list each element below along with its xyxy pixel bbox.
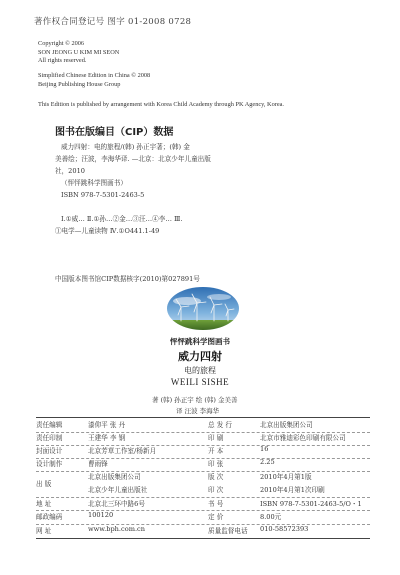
- row-value: 16: [260, 445, 269, 453]
- cip-line: Ⅰ.①威… Ⅱ.①孙…②金…③汪…④李… Ⅲ.: [61, 215, 183, 223]
- row-value: 8.00元: [260, 513, 282, 521]
- table-row: [36, 419, 370, 432]
- row-value: 北京芳草工作室/杨新月: [88, 447, 157, 455]
- edition-line: Simplified Chinese Edition in China © 2008: [38, 72, 151, 79]
- row-label: 责任印制: [36, 434, 63, 442]
- row-value: 北京出版集团公司: [88, 473, 141, 481]
- copyright-line: All rights reserved.: [38, 57, 87, 65]
- table-row: [36, 432, 370, 445]
- row-value: 漆仰平 张 丹: [88, 421, 126, 429]
- table-row: [36, 480, 370, 497]
- row-value: 2.25: [260, 458, 275, 466]
- cip-line: ①电学—儿童读物 Ⅳ.①O441.1-49: [55, 227, 160, 235]
- row-value: 北京北三环中路6号: [88, 500, 145, 508]
- table-divider: [36, 510, 370, 511]
- book-title-pinyin: WEILI SISHE: [170, 377, 230, 387]
- cip-block: [55, 141, 211, 237]
- row-label: 封面设计: [36, 447, 63, 455]
- table-top-rule: [36, 417, 370, 418]
- table-row: [36, 458, 370, 471]
- table-row: [36, 471, 370, 484]
- row-label: 设计制作: [36, 460, 63, 468]
- cip-catalog-number: 中国版本图书馆CIP数据核字(2010)第027891号: [55, 275, 200, 283]
- book-title: 威力四射: [178, 350, 222, 363]
- cip-title: 图书在版编目（CIP）数据: [55, 127, 174, 138]
- edition-block: [38, 72, 150, 89]
- row-label: 出 版: [36, 480, 52, 488]
- book-subtitle: 电的旅程: [184, 366, 216, 375]
- row-label: 印 张: [208, 460, 224, 468]
- row-value: 2010年4月第1版: [260, 473, 312, 481]
- series-name: 怦怦跳科学图画书: [170, 337, 230, 346]
- row-value: 010-58572393: [260, 525, 309, 533]
- table-divider: [36, 524, 370, 525]
- row-value: www.bph.com.cn: [88, 525, 145, 533]
- cip-line: 威力四射：电的旅程/(韩) 孙正宇著；(韩) 金: [61, 143, 190, 151]
- row-value: 北京市雅迪彩色印刷有限公司: [260, 434, 346, 442]
- copyright-line: SON JEONG U KIM MI SEON: [38, 48, 120, 56]
- wind-turbine-illustration: [167, 287, 239, 330]
- table-row: [36, 445, 370, 458]
- wind-turbine-photo: [167, 287, 239, 330]
- copyright-block: [38, 40, 119, 66]
- edition-line: Beijing Publishing House Group: [38, 80, 121, 88]
- row-label: 定 价: [208, 513, 224, 521]
- table-divider: [36, 432, 370, 433]
- translators: 译 汪波 李海华: [176, 407, 220, 415]
- arrangement-note: This Edition is published by arrangement with Korea Child Academy through PK Agency, Korea.: [38, 101, 284, 108]
- table-divider: [36, 471, 370, 472]
- row-value: 北京出版集团公司: [260, 421, 313, 429]
- row-label: 责任编辑: [36, 421, 63, 429]
- row-label: 开 本: [208, 447, 224, 455]
- table-divider: [36, 497, 370, 498]
- copyright-line: Copyright © 2006: [38, 40, 85, 47]
- row-value: 曹雨锋: [88, 460, 108, 468]
- cip-line: ISBN 978-7-5301-2463-5: [61, 191, 145, 199]
- row-value: 北京少年儿童出版社: [88, 486, 148, 494]
- row-value: ISBN 978-7-5301-2463-5/O・1: [260, 500, 362, 508]
- table-row: [36, 525, 370, 538]
- cip-line: 社，2010: [55, 167, 85, 175]
- copyright-register-number: 著作权合同登记号 图字 01-2008 0728: [34, 17, 192, 27]
- row-label: 印 次: [208, 486, 224, 494]
- cip-line: 美善绘；汪波，李海华译. —北京：北京少年儿童出版: [55, 155, 211, 163]
- author-illustrator: 著 (韩) 孙正宇 绘 (韩) 金美善: [152, 396, 238, 404]
- table-divider: [36, 458, 370, 459]
- row-label: 版 次: [208, 473, 224, 481]
- row-label: 总 发 行: [208, 421, 232, 429]
- row-label: 质量监督电话: [208, 527, 248, 535]
- cip-line: （怦怦跳科学图画书）: [61, 179, 127, 187]
- row-value: 王建华 李 钢: [88, 434, 126, 442]
- row-label: 印 刷: [208, 434, 224, 442]
- table-row: [36, 511, 370, 524]
- row-label: 网 址: [36, 527, 52, 535]
- row-value: 2010年4月第1次印刷: [260, 486, 325, 494]
- row-label: 地 址: [36, 500, 52, 508]
- row-value: 100120: [88, 511, 114, 519]
- table-divider: [36, 445, 370, 446]
- row-label: 邮政编码: [36, 513, 63, 521]
- cip-line: [55, 201, 211, 213]
- table-bottom-rule: [36, 538, 370, 539]
- row-label: 书 号: [208, 500, 224, 508]
